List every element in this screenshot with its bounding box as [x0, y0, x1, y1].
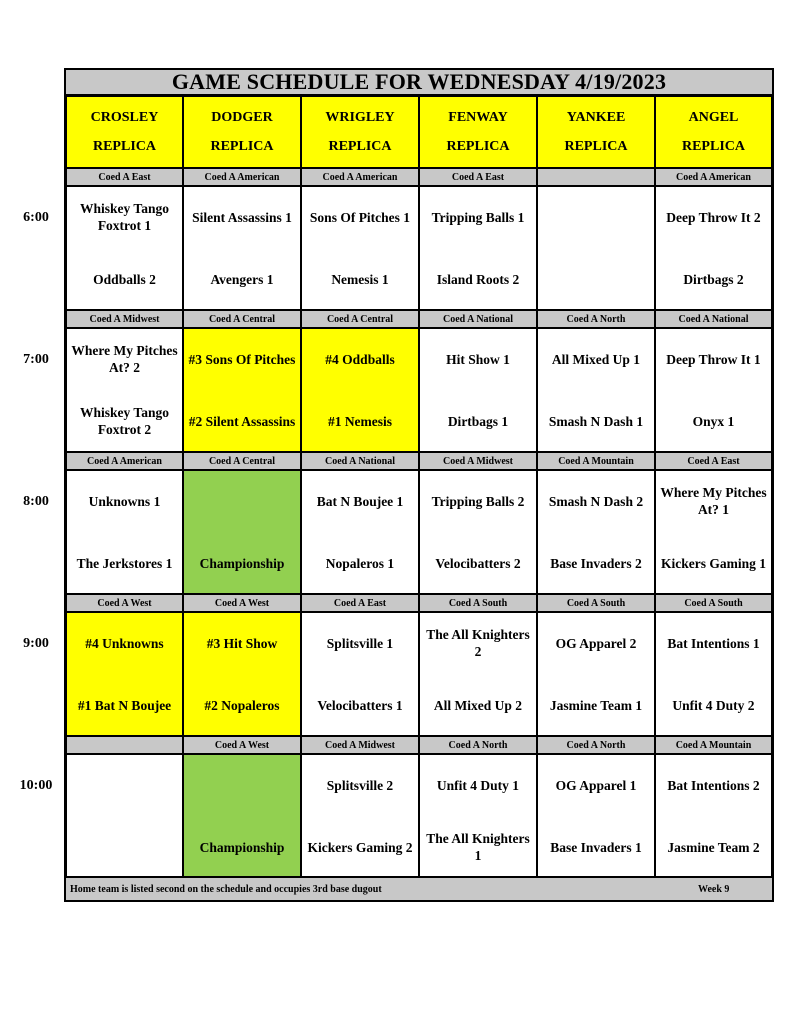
division-label: Coed A South [419, 594, 537, 612]
home-team: Kickers Gaming 1 [661, 555, 766, 571]
division-label: Coed A North [419, 736, 537, 754]
game-cell [537, 470, 655, 594]
away-team: OG Apparel 1 [555, 777, 637, 793]
home-team: #1 Nemesis [327, 413, 393, 429]
game-cell [419, 186, 537, 310]
division-label: Coed A American [183, 168, 301, 186]
division-label: Coed A National [301, 452, 419, 470]
home-team: Oddballs 2 [93, 271, 156, 287]
game-cell [301, 470, 419, 594]
away-team: Where My Pitches At? 2 [71, 343, 178, 375]
away-team: Where My Pitches At? 1 [660, 485, 767, 517]
division-label: Coed A American [66, 452, 183, 470]
away-team: #3 Sons Of Pitches [188, 351, 296, 367]
division-label: Coed A National [419, 310, 537, 328]
home-team: The All Knighters 1 [426, 831, 530, 863]
game-cell [537, 612, 655, 736]
division-label: Coed A South [537, 594, 655, 612]
away-team: Silent Assassins 1 [192, 209, 292, 225]
time-label: 9:00 [23, 636, 49, 651]
away-team: Splitsville 2 [326, 777, 394, 793]
field-header-wrigley [301, 96, 419, 168]
championship-label: Championship [199, 839, 285, 855]
game-cell [66, 186, 183, 310]
field-header-crosley [66, 96, 183, 168]
time-label: 7:00 [23, 352, 49, 367]
division-label: Coed A Mountain [537, 452, 655, 470]
home-team [69, 821, 180, 873]
championship-label: Championship [199, 555, 285, 571]
away-team: #4 Oddballs [325, 351, 395, 367]
field-name: ANGEL [688, 109, 739, 125]
time-label: 10:00 [19, 778, 53, 793]
field-header-yankee [537, 96, 655, 168]
home-team: Kickers Gaming 2 [307, 839, 413, 855]
game-cell [66, 470, 183, 594]
home-team: Dirtbags 2 [683, 271, 744, 287]
away-team: Sons Of Pitches 1 [309, 209, 411, 225]
home-team: Base Invaders 1 [550, 839, 642, 855]
away-team: #4 Unknowns [85, 635, 164, 651]
game-cell [301, 612, 419, 736]
division-label: Coed A Midwest [301, 736, 419, 754]
division-label: Coed A North [537, 736, 655, 754]
away-team: Whiskey Tango Foxtrot 1 [80, 201, 169, 233]
division-label: Coed A West [183, 736, 301, 754]
division-label: Coed A East [301, 594, 419, 612]
away-team: Splitsville 1 [326, 635, 394, 651]
time-label: 6:00 [23, 210, 49, 225]
home-team: Avengers 1 [210, 271, 274, 287]
away-team: Deep Throw It 1 [666, 351, 761, 367]
week-label: Week 9 [698, 884, 730, 895]
away-team [69, 759, 180, 811]
away-team: Bat Intentions 2 [667, 777, 760, 793]
home-team: Velocibatters 1 [317, 697, 403, 713]
away-team: Bat N Boujee 1 [316, 493, 404, 509]
field-header-dodger [183, 96, 301, 168]
game-cell [301, 186, 419, 310]
home-team: Base Invaders 2 [550, 555, 642, 571]
division-label: Coed A Central [301, 310, 419, 328]
game-cell [419, 328, 537, 452]
field-subtitle: REPLICA [564, 138, 628, 154]
home-team: Jasmine Team 1 [549, 697, 643, 713]
division-label: Coed A East [655, 452, 772, 470]
game-cell [655, 612, 772, 736]
division-label: Coed A East [419, 168, 537, 186]
game-cell [183, 328, 301, 452]
field-subtitle: REPLICA [210, 138, 274, 154]
away-team: The All Knighters 2 [426, 627, 530, 659]
division-label: Coed A North [537, 310, 655, 328]
home-team: All Mixed Up 2 [433, 697, 523, 713]
game-cell [66, 612, 183, 736]
field-name: CROSLEY [90, 109, 159, 125]
game-cell [183, 754, 301, 878]
division-label [66, 736, 183, 754]
division-label: Coed A Central [183, 310, 301, 328]
division-label: Coed A West [183, 594, 301, 612]
game-cell [537, 328, 655, 452]
away-team [186, 475, 298, 527]
away-team: Tripping Balls 2 [431, 493, 525, 509]
away-team: All Mixed Up 1 [551, 351, 641, 367]
field-header-angel [655, 96, 772, 168]
field-subtitle: REPLICA [328, 138, 392, 154]
game-cell [419, 612, 537, 736]
division-label: Coed A National [655, 310, 772, 328]
home-team [540, 253, 652, 305]
game-cell [537, 754, 655, 878]
home-team: Smash N Dash 1 [548, 413, 644, 429]
game-cell [419, 754, 537, 878]
game-cell [655, 754, 772, 878]
game-cell [183, 470, 301, 594]
division-label: Coed A American [655, 168, 772, 186]
game-cell [183, 612, 301, 736]
away-team: Smash N Dash 2 [548, 493, 644, 509]
away-team: Tripping Balls 1 [431, 209, 525, 225]
field-name: YANKEE [566, 109, 626, 125]
home-team: Nopaleros 1 [325, 555, 395, 571]
away-team: Unfit 4 Duty 1 [436, 777, 520, 793]
field-subtitle: REPLICA [446, 138, 510, 154]
division-label: Coed A Central [183, 452, 301, 470]
away-team: Hit Show 1 [446, 351, 510, 367]
away-team: Unknowns 1 [88, 493, 161, 509]
division-label: Coed A East [66, 168, 183, 186]
division-label: Coed A South [655, 594, 772, 612]
game-cell [301, 328, 419, 452]
field-subtitle: REPLICA [92, 138, 156, 154]
division-label: Coed A Midwest [66, 310, 183, 328]
away-team: OG Apparel 2 [555, 635, 637, 651]
division-label: Coed A Mountain [655, 736, 772, 754]
division-label: Coed A West [66, 594, 183, 612]
time-label: 8:00 [23, 494, 49, 509]
home-team: #1 Bat N Boujee [77, 697, 172, 713]
field-header-fenway [419, 96, 537, 168]
game-cell [655, 186, 772, 310]
home-team: The Jerkstores 1 [76, 555, 173, 571]
field-name: DODGER [211, 109, 273, 125]
game-cell [66, 754, 183, 878]
home-team: Whiskey Tango Foxtrot 2 [80, 405, 169, 437]
home-team: Velocibatters 2 [435, 555, 521, 571]
game-cell [66, 328, 183, 452]
division-label: Coed A American [301, 168, 419, 186]
field-name: FENWAY [448, 109, 508, 125]
division-label: Coed A Midwest [419, 452, 537, 470]
away-team: Deep Throw It 2 [666, 209, 761, 225]
away-team [186, 759, 298, 811]
game-cell [301, 754, 419, 878]
home-team: Nemesis 1 [331, 271, 389, 287]
game-cell [537, 186, 655, 310]
home-team: Unfit 4 Duty 2 [672, 697, 755, 713]
home-team-note: Home team is listed second on the schedule and occupies 3rd base dugout [70, 884, 382, 895]
schedule-footer [64, 876, 774, 902]
away-team: Bat Intentions 1 [667, 635, 760, 651]
schedule-title: GAME SCHEDULE FOR WEDNESDAY 4/19/2023 [64, 68, 774, 96]
game-cell [655, 328, 772, 452]
division-label [537, 168, 655, 186]
home-team: Dirtbags 1 [447, 413, 509, 429]
game-cell [655, 470, 772, 594]
field-subtitle: REPLICA [681, 138, 745, 154]
game-cell [419, 470, 537, 594]
home-team: Onyx 1 [692, 413, 735, 429]
away-team [540, 191, 652, 243]
game-cell [183, 186, 301, 310]
home-team: Jasmine Team 2 [667, 839, 760, 855]
away-team: #3 Hit Show [206, 635, 278, 651]
home-team: #2 Silent Assassins [188, 413, 296, 429]
home-team: Island Roots 2 [436, 271, 520, 287]
home-team: #2 Nopaleros [204, 697, 280, 713]
field-name: WRIGLEY [325, 109, 395, 125]
